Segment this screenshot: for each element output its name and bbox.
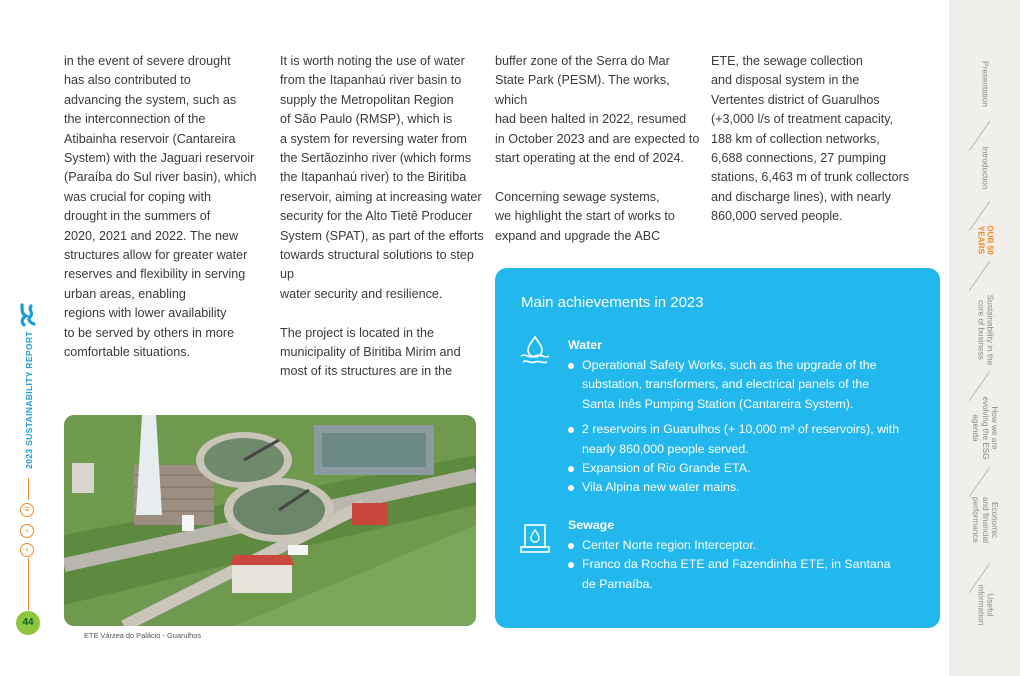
paragraph: in the event of severe drought has also contributed to advancing the system, such as the interconnection of the Atibainha reservoir (Cantareira System) with the Jaguari reservoir (Paraíba do Sul river basin), which was crucial for coping with drought in the summers of 2020, 2021 and 2022. The new structures allow for greater water reserves and flexibility in serving urban areas, enabling regions with lower availability to be served by others in more comfortable situations.	[64, 54, 257, 360]
text-column-2	[280, 52, 485, 382]
nav-divider	[969, 467, 990, 497]
sewage-achievements-list	[568, 536, 918, 594]
paragraph: buffer zone of the Serra do Mar State Park (PESM). The works, which had been halted in 2022, resumed in October 2023 and are expected to start operating at the end of 2024.	[495, 54, 700, 166]
nav-item-economic-performance[interactable]: Economic and financial performance	[971, 497, 1000, 543]
treatment-plant-photo	[64, 415, 476, 626]
achievement-item: Center Norte region Interceptor.	[568, 536, 918, 555]
paragraph: ETE, the sewage collection and disposal system in the Vertentes district of Guarulhos (+3,000 l/s of treatment capacity, 188 km of collection networks, 6,688 connections, 27 pumping stations, 6,463 m of trunk collectors and discharge lines), with nearly 860,000 served people.	[711, 54, 910, 224]
sewage-plant-icon	[517, 520, 553, 556]
report-title: 2023 SUSTAINABILITY REPORT	[24, 331, 34, 469]
chevron-right-icon[interactable]: ›	[20, 524, 34, 538]
sewage-heading: Sewage	[568, 518, 615, 532]
sabesp-logo	[18, 303, 38, 327]
achievement-item: 2 reservoirs in Guarulhos (+ 10,000 m³ of reservoirs), with nearly 860,000 people served.	[568, 420, 918, 459]
achievements-panel	[495, 268, 940, 628]
nav-item-esg-agenda[interactable]: How we are evolving the ESG agenda	[971, 396, 1000, 460]
water-heading: Water	[568, 338, 602, 352]
nav-item-sustainability-core[interactable]: Sustainability in the core of business	[976, 294, 995, 366]
photo-caption: ETE Várzea do Palácio - Guarulhos	[84, 631, 202, 640]
text-column-4	[711, 52, 921, 227]
text-column-1	[64, 52, 264, 363]
water-achievements-list	[568, 356, 918, 498]
nav-item-introduction[interactable]: Introduction	[980, 146, 990, 190]
rail-divider	[28, 558, 29, 610]
achievement-item: Vila Alpina new water mains.	[568, 478, 918, 497]
nav-item-useful-information[interactable]: Useful information	[976, 584, 995, 626]
paragraph: It is worth noting the use of water from the Itapanhaú river basin to supply the Metropolitan Region of São Paulo (RMSP), which is a system for reversing water from the Sertãozinho river (which forms the Itapanhaú river) to the Biritiba reservoir, aiming at increasing water security for the Alto Tietê Producer System (SPAT), as part of the efforts towards structural solutions to step up water security and resilience.	[280, 54, 484, 301]
achievement-item: Operational Safety Works, such as the upgrade of the substation, transformers, and electrical panels of the Santa Inês Pumping Station (Cantareira System).	[568, 356, 918, 414]
achievements-title: Main achievements in 2023	[521, 294, 704, 311]
nav-divider	[969, 261, 990, 291]
section-nav	[949, 0, 1020, 676]
paragraph: Concerning sewage systems, we highlight the start of works to expand and upgrade the ABC	[495, 189, 675, 243]
chevron-left-icon[interactable]: ‹	[20, 543, 34, 557]
paragraph: The project is located in the municipality of Biritiba Mirim and most of its structures are in the	[280, 325, 461, 379]
page-number: 44	[16, 611, 40, 635]
achievement-item: Franco da Rocha ETE and Fazendinha ETE, in Santana de Parnaíba.	[568, 555, 918, 594]
nav-item-presentation[interactable]: Presentation	[980, 61, 990, 107]
achievement-item: Expansion of Rio Grande ETA.	[568, 459, 918, 478]
rail-divider	[28, 478, 29, 500]
text-column-3	[495, 52, 700, 246]
menu-icon[interactable]: ≡	[20, 503, 34, 517]
nav-item-our-50-years[interactable]: OUR 50 YEARS	[976, 225, 995, 255]
water-drop-icon	[517, 332, 553, 368]
